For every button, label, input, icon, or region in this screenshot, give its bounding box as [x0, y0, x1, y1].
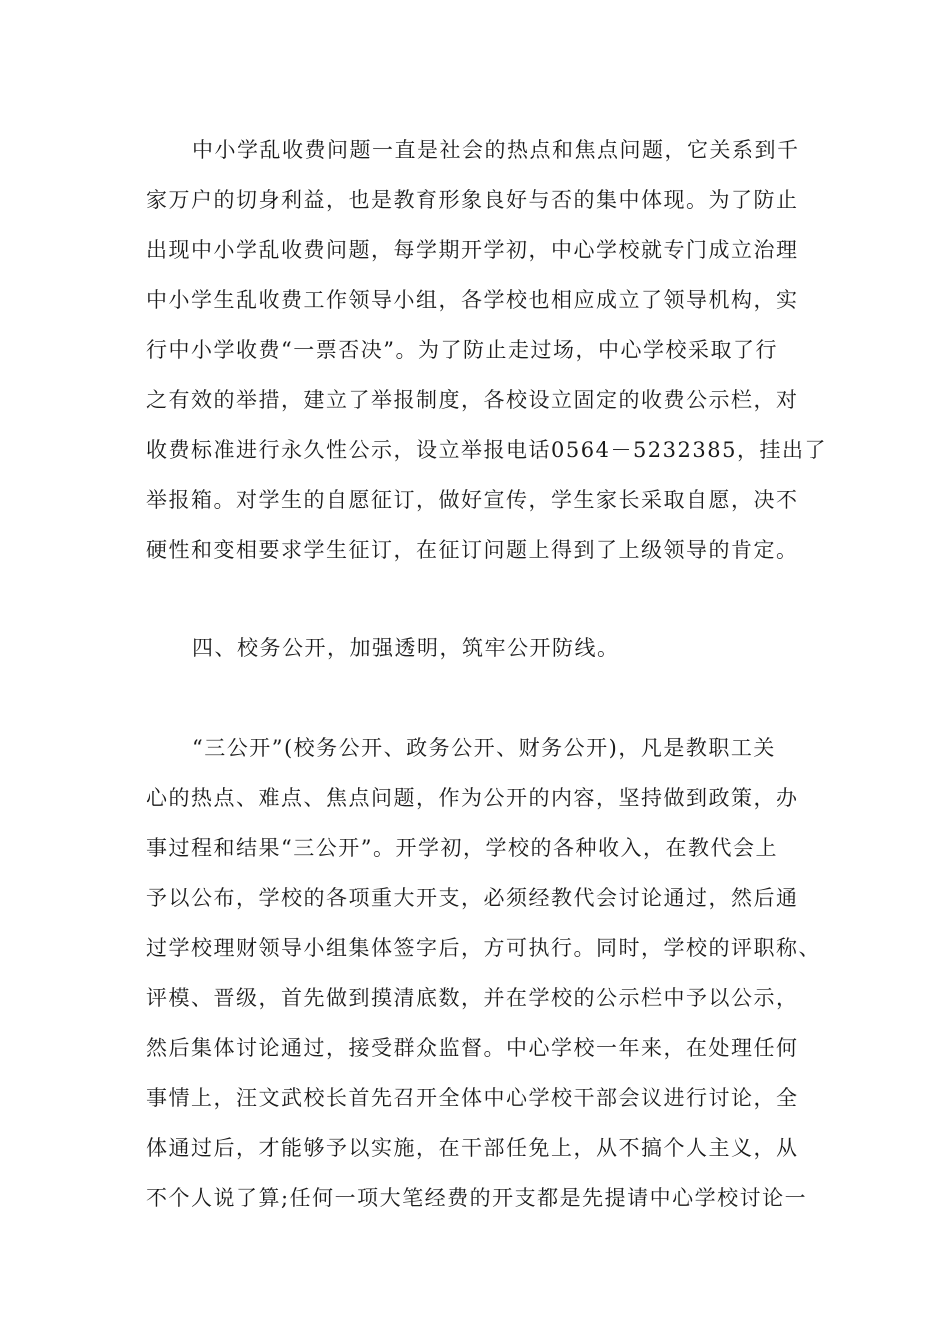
paragraph-1-line-4: 中小学生乱收费工作领导小组，各学校也相应成立了领导机构，实 — [146, 288, 799, 312]
paragraph-2-line-3: 事过程和结果“三公开”。开学初，学校的各种收入，在教代会上 — [146, 836, 778, 860]
paragraph-1-line-3: 出现中小学乱收费问题，每学期开学初，中心学校就专门成立治理 — [146, 238, 799, 262]
paragraph-2-line-1: “三公开”(校务公开、政务公开、财务公开)，凡是教职工关 — [192, 736, 776, 760]
paragraph-1-line-5: 行中小学收费“一票否决”。为了防止走过场，中心学校采取了行 — [146, 338, 778, 362]
paragraph-2-line-10: 不个人说了算;任何一项大笔经费的开支都是先提请中心学校讨论一 — [146, 1186, 808, 1210]
paragraph-2-line-8: 事情上，汪文武校长首先召开全体中心学校干部会议进行讨论，全 — [146, 1086, 799, 1110]
paragraph-2-line-7: 然后集体讨论通过，接受群众监督。中心学校一年来，在处理任何 — [146, 1036, 799, 1060]
paragraph-2-line-6: 评模、晋级，首先做到摸清底数，并在学校的公示栏中予以公示， — [146, 986, 799, 1010]
paragraph-1-line-6: 之有效的举措，建立了举报制度，各校设立固定的收费公示栏，对 — [146, 388, 799, 412]
section-heading: 四、校务公开，加强透明，筑牢公开防线。 — [192, 636, 620, 660]
paragraph-2-line-2: 心的热点、难点、焦点问题，作为公开的内容，坚持做到政策，办 — [146, 786, 799, 810]
paragraph-2-line-5: 过学校理财领导小组集体签字后，方可执行。同时，学校的评职称、 — [146, 936, 821, 960]
paragraph-1-line-7: 收费标准进行永久性公示，设立举报电话0564－5232385，挂出了 — [146, 438, 827, 462]
paragraph-1-line-9: 硬性和变相要求学生征订，在征订问题上得到了上级领导的肯定。 — [146, 538, 799, 562]
paragraph-1-line-1: 中小学乱收费问题一直是社会的热点和焦点问题，它关系到千 — [192, 138, 800, 162]
paragraph-1-line-8: 举报箱。对学生的自愿征订，做好宣传，学生家长采取自愿，决不 — [146, 488, 799, 512]
paragraph-2-line-4: 予以公布，学校的各项重大开支，必须经教代会讨论通过，然后通 — [146, 886, 799, 910]
paragraph-2-line-9: 体通过后，才能够予以实施，在干部任免上，从不搞个人主义，从 — [146, 1136, 799, 1160]
paragraph-1-line-2: 家万户的切身利益，也是教育形象良好与否的集中体现。为了防止 — [146, 188, 799, 212]
